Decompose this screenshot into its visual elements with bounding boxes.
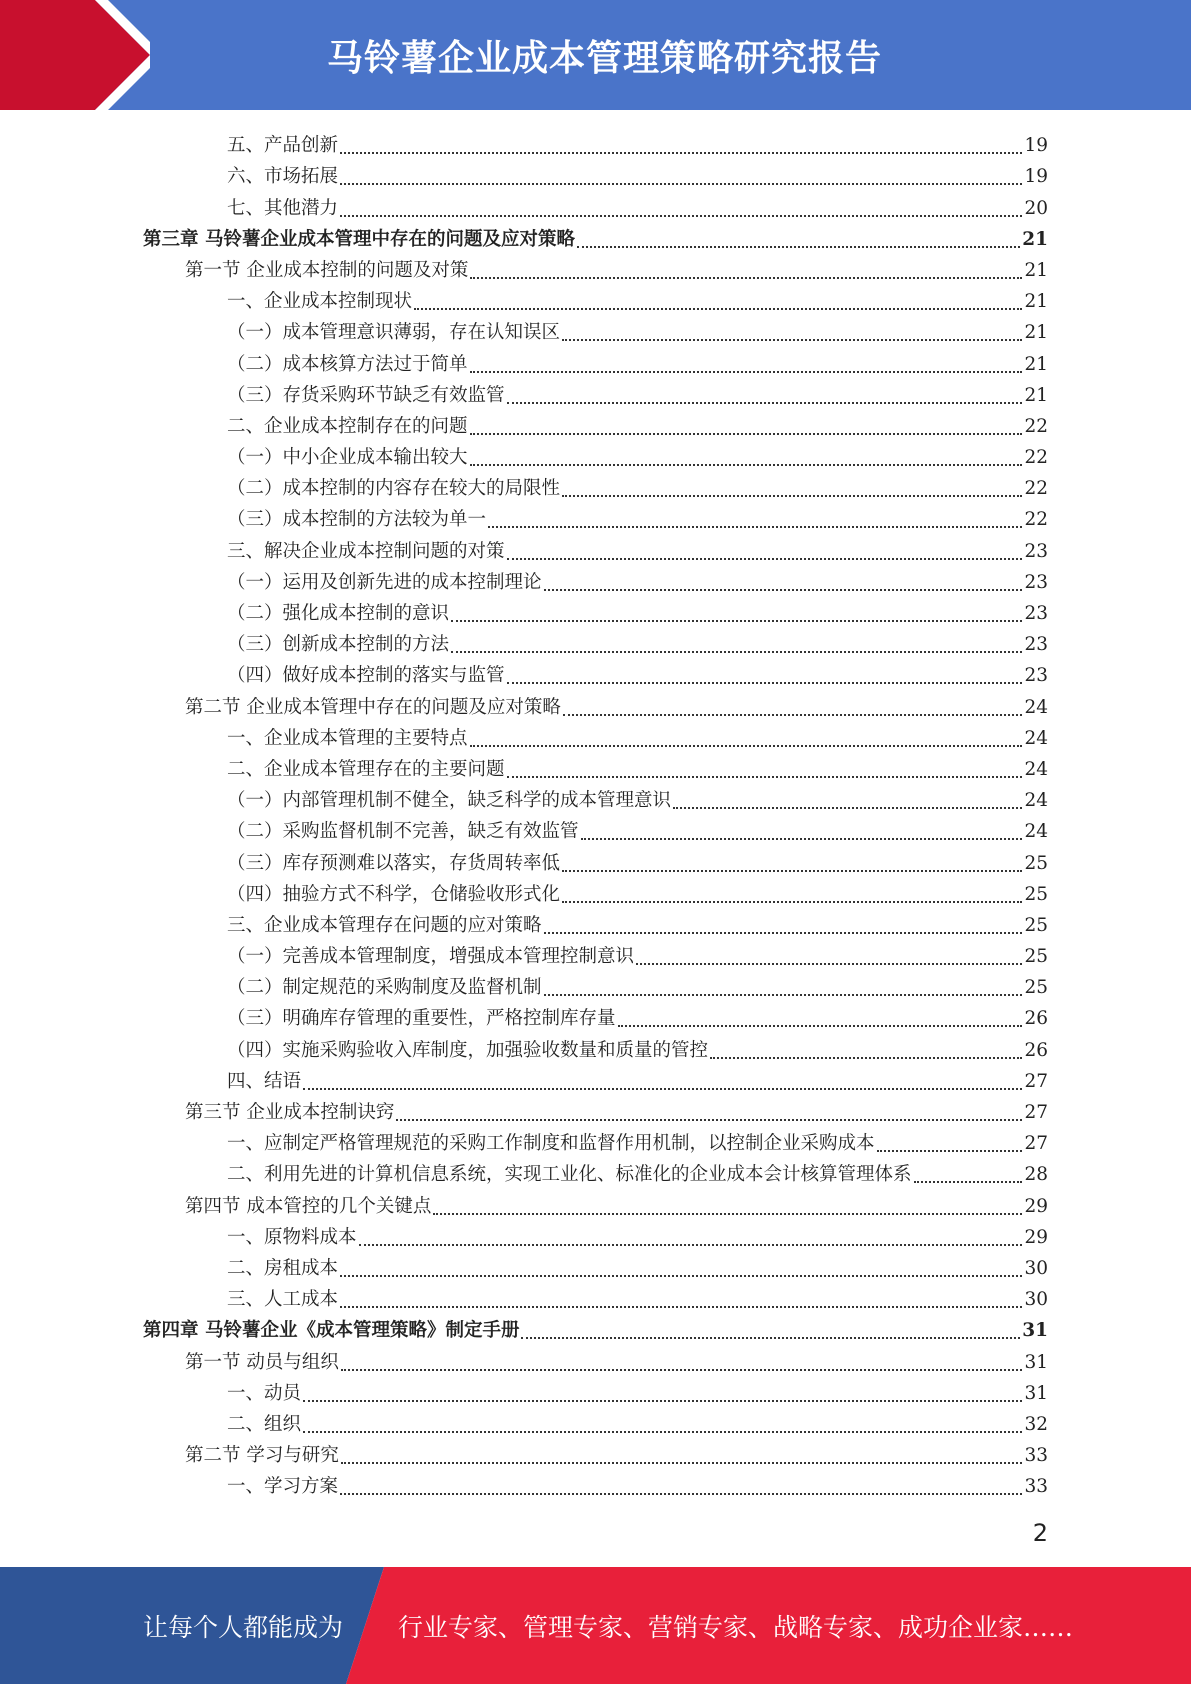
toc-entry[interactable] — [143, 1219, 1048, 1250]
toc-entry-page: 21 — [1024, 259, 1048, 281]
toc-leader-dots — [470, 464, 1023, 466]
toc-entry[interactable] — [143, 314, 1048, 345]
toc-leader-dots — [544, 589, 1023, 591]
toc-entry-title: 五、产品创新 — [227, 135, 339, 157]
toc-leader-dots — [507, 402, 1023, 404]
toc-leader-dots — [877, 1150, 1023, 1152]
toc-entry-title: （三）存货采购环节缺乏有效监管 — [227, 384, 505, 406]
toc-entry[interactable] — [143, 470, 1048, 501]
toc-entry-title: 一、应制定严格管理规范的采购工作制度和监督作用机制，以控制企业采购成本 — [227, 1133, 875, 1155]
toc-entry-title: （四）抽验方式不科学，仓储验收形式化 — [227, 883, 561, 905]
toc-leader-dots — [673, 807, 1022, 809]
toc-entry[interactable] — [143, 158, 1048, 189]
toc-entry-page: 24 — [1024, 758, 1048, 780]
toc-leader-dots — [340, 1275, 1022, 1277]
toc-entry-title: （三）明确库存管理的重要性，严格控制库存量 — [227, 1008, 616, 1030]
toc-entry[interactable] — [143, 751, 1048, 782]
toc-entry-page: 21 — [1024, 291, 1048, 313]
toc-entry-title: （四）做好成本控制的落实与监管 — [227, 665, 505, 687]
toc-entry[interactable] — [143, 532, 1048, 563]
toc-entry-page: 25 — [1024, 852, 1048, 874]
toc-entry-title: 第一节 动员与组织 — [185, 1351, 339, 1373]
toc-entry-title: （二）采购监督机制不完善，缺乏有效监管 — [227, 821, 579, 843]
toc-entry-page: 26 — [1024, 1008, 1048, 1030]
toc-entry-title: 七、其他潜力 — [227, 197, 339, 219]
toc-entry-page: 29 — [1024, 1195, 1048, 1217]
toc-entry-title: 二、企业成本控制存在的问题 — [227, 415, 468, 437]
toc-entry-title: 一、企业成本控制现状 — [227, 291, 413, 313]
toc-leader-dots — [563, 714, 1023, 716]
toc-entry-page: 22 — [1024, 509, 1048, 531]
toc-leader-dots — [562, 339, 1022, 341]
toc-entry-page: 24 — [1024, 821, 1048, 843]
toc-leader-dots — [451, 620, 1022, 622]
toc-leader-dots — [562, 870, 1022, 872]
toc-leader-dots — [341, 1462, 1023, 1464]
toc-entry[interactable] — [143, 408, 1048, 439]
toc-entry-page: 30 — [1024, 1289, 1048, 1311]
toc-entry-page: 23 — [1024, 603, 1048, 624]
toc-leader-dots — [470, 433, 1023, 435]
toc-entry[interactable] — [143, 1187, 1048, 1218]
toc-entry-title: 第三章 马铃薯企业成本管理中存在的问题及应对策略 — [143, 228, 575, 250]
toc-entry-page: 32 — [1024, 1413, 1048, 1435]
toc-leader-dots — [544, 932, 1023, 934]
toc-entry-page: 22 — [1024, 478, 1048, 500]
toc-entry[interactable] — [143, 127, 1048, 158]
toc-leader-dots — [340, 183, 1022, 185]
toc-entry[interactable] — [143, 1000, 1048, 1031]
toc-entry-page: 19 — [1024, 166, 1048, 188]
toc-leader-dots — [521, 1337, 1020, 1339]
toc-entry[interactable] — [143, 439, 1048, 470]
toc-leader-dots — [581, 838, 1023, 840]
toc-entry-page: 22 — [1024, 447, 1048, 469]
toc-leader-dots — [710, 1057, 1022, 1059]
toc-leader-dots — [340, 1493, 1022, 1495]
toc-entry[interactable] — [143, 221, 1048, 252]
toc-entry-page: 24 — [1024, 696, 1048, 718]
toc-entry-page: 25 — [1024, 977, 1048, 999]
toc-entry[interactable] — [143, 1437, 1048, 1468]
toc-entry-title: 第一节 企业成本控制的问题及对策 — [185, 259, 469, 281]
toc-entry-page: 23 — [1024, 571, 1048, 593]
toc-entry-page: 33 — [1024, 1445, 1048, 1467]
toc-leader-dots — [433, 1213, 1022, 1215]
toc-leader-dots — [396, 1119, 1022, 1121]
toc-leader-dots — [303, 1088, 1022, 1090]
toc-entry-page: 27 — [1024, 1070, 1048, 1092]
toc-entry-title: （一）完善成本管理制度，增强成本管理控制意识 — [227, 946, 635, 968]
toc-entry-title: （三）创新成本控制的方法 — [227, 634, 450, 656]
toc-entry-title: （一）中小企业成本输出较大 — [227, 447, 468, 469]
toc-entry-page: 27 — [1024, 1133, 1048, 1155]
toc-entry[interactable] — [143, 813, 1048, 844]
toc-leader-dots — [470, 371, 1023, 373]
page-title: 马铃薯企业成本管理策略研究报告 — [326, 37, 882, 79]
toc-entry[interactable] — [143, 1468, 1048, 1499]
toc-entry[interactable] — [143, 1343, 1048, 1374]
toc-entry-title: （一）成本管理意识薄弱，存在认知误区 — [227, 322, 561, 344]
toc-entry-title: 一、动员 — [227, 1382, 302, 1404]
toc-entry[interactable] — [143, 1031, 1048, 1062]
toc-entry-page: 21 — [1024, 322, 1048, 344]
toc-entry-page: 30 — [1024, 1257, 1048, 1279]
toc-entry-title: 三、人工成本 — [227, 1289, 339, 1311]
toc-entry[interactable] — [143, 345, 1048, 376]
toc-entry[interactable] — [143, 1250, 1048, 1281]
toc-entry-title: 四、结语 — [227, 1070, 302, 1092]
toc-entry-title: （二）强化成本控制的意识 — [227, 603, 450, 624]
toc-leader-dots — [359, 1244, 1023, 1246]
footer-slogan-left: 让每个人都能成为 — [143, 1612, 344, 1642]
table-of-contents — [143, 127, 1048, 1499]
toc-entry-title: 一、原物料成本 — [227, 1226, 357, 1248]
toc-entry-title: （三）库存预测难以落实，存货周转率低 — [227, 852, 561, 874]
toc-leader-dots — [303, 1431, 1022, 1433]
toc-entry-title: 第四章 马铃薯企业《成本管理策略》制定手册 — [143, 1320, 520, 1342]
toc-entry-page: 25 — [1024, 883, 1048, 905]
toc-entry[interactable] — [143, 907, 1048, 938]
toc-entry-page: 26 — [1024, 1039, 1048, 1061]
toc-entry-page: 25 — [1024, 946, 1048, 968]
toc-leader-dots — [562, 495, 1022, 497]
toc-entry[interactable] — [143, 1312, 1048, 1343]
toc-entry[interactable] — [143, 720, 1048, 751]
toc-entry-title: 二、房租成本 — [227, 1257, 339, 1279]
toc-entry-title: （二）成本控制的内容存在较大的局限性 — [227, 478, 561, 500]
page-number: 2 — [1032, 1519, 1048, 1547]
toc-entry-title: 六、市场拓展 — [227, 166, 339, 188]
toc-entry[interactable] — [143, 782, 1048, 813]
toc-entry-page: 21 — [1022, 228, 1048, 250]
toc-entry-page: 22 — [1024, 415, 1048, 437]
toc-entry-title: （三）成本控制的方法较为单一 — [227, 509, 487, 531]
toc-leader-dots — [303, 1400, 1022, 1402]
header-banner — [0, 0, 1191, 110]
toc-leader-dots — [507, 776, 1023, 778]
toc-leader-dots — [507, 682, 1023, 684]
toc-entry[interactable] — [143, 189, 1048, 220]
toc-entry[interactable] — [143, 1375, 1048, 1406]
toc-entry-page: 31 — [1024, 1382, 1048, 1404]
toc-entry-page: 21 — [1024, 384, 1048, 406]
toc-entry-title: 三、企业成本管理存在问题的应对策略 — [227, 914, 542, 936]
toc-entry-title: 第二节 学习与研究 — [185, 1445, 339, 1467]
toc-leader-dots — [470, 277, 1022, 279]
toc-entry-page: 25 — [1024, 914, 1048, 936]
toc-leader-dots — [544, 994, 1023, 996]
toc-entry[interactable] — [143, 626, 1048, 657]
footer-banner — [0, 1567, 1191, 1684]
toc-entry-title: 第四节 成本管控的几个关键点 — [185, 1195, 432, 1217]
toc-leader-dots — [470, 745, 1023, 747]
toc-leader-dots — [562, 901, 1022, 903]
toc-leader-dots — [488, 526, 1022, 528]
toc-entry-page: 33 — [1024, 1476, 1048, 1498]
toc-entry-page: 24 — [1024, 790, 1048, 812]
footer-slogan-right: 行业专家、管理专家、营销专家、战略专家、成功企业家…… — [398, 1612, 1074, 1642]
toc-entry-page: 23 — [1024, 634, 1048, 656]
toc-entry[interactable] — [143, 876, 1048, 907]
toc-entry[interactable] — [143, 1156, 1048, 1187]
toc-entry[interactable] — [143, 1094, 1048, 1125]
toc-entry-title: 第三节 企业成本控制诀窍 — [185, 1102, 395, 1123]
toc-leader-dots — [636, 963, 1022, 965]
toc-entry[interactable] — [143, 252, 1048, 283]
toc-entry-title: （一）运用及创新先进的成本控制理论 — [227, 571, 542, 593]
toc-leader-dots — [340, 152, 1022, 154]
toc-entry-page: 20 — [1024, 197, 1048, 219]
toc-entry-page: 31 — [1024, 1351, 1048, 1373]
toc-entry-title: 二、组织 — [227, 1413, 302, 1435]
toc-entry-title: 二、利用先进的计算机信息系统，实现工业化、标准化的企业成本会计核算管理体系 — [227, 1164, 912, 1186]
toc-entry[interactable] — [143, 1063, 1048, 1094]
toc-entry-title: 一、学习方案 — [227, 1476, 339, 1498]
toc-entry-title: （一）内部管理机制不健全，缺乏科学的成本管理意识 — [227, 790, 672, 812]
toc-entry-page: 24 — [1024, 727, 1048, 749]
toc-leader-dots — [914, 1181, 1023, 1183]
toc-leader-dots — [577, 246, 1020, 248]
toc-entry-title: 二、企业成本管理存在的主要问题 — [227, 758, 505, 780]
toc-entry[interactable] — [143, 938, 1048, 969]
toc-entry[interactable] — [143, 595, 1048, 626]
toc-entry-page: 21 — [1024, 353, 1048, 375]
toc-entry[interactable] — [143, 564, 1048, 595]
toc-leader-dots — [618, 1025, 1023, 1027]
toc-entry-page: 29 — [1024, 1226, 1048, 1248]
toc-entry-page: 27 — [1024, 1102, 1048, 1123]
toc-leader-dots — [341, 1369, 1023, 1371]
toc-leader-dots — [340, 1306, 1022, 1308]
toc-entry-title: 第二节 企业成本管理中存在的问题及应对策略 — [185, 696, 561, 718]
toc-entry[interactable] — [143, 969, 1048, 1000]
toc-entry-title: 三、解决企业成本控制问题的对策 — [227, 540, 505, 562]
toc-entry-title: （四）实施采购验收入库制度，加强验收数量和质量的管控 — [227, 1039, 709, 1061]
toc-entry-page: 19 — [1024, 135, 1048, 157]
toc-entry-page: 23 — [1024, 540, 1048, 562]
toc-entry[interactable] — [143, 501, 1048, 532]
toc-entry-title: （二）成本核算方法过于简单 — [227, 353, 468, 375]
toc-entry[interactable] — [143, 657, 1048, 688]
toc-entry-title: （二）制定规范的采购制度及监督机制 — [227, 977, 542, 999]
toc-entry-title: 一、企业成本管理的主要特点 — [227, 727, 468, 749]
toc-entry-page: 23 — [1024, 665, 1048, 687]
toc-entry[interactable] — [143, 377, 1048, 408]
toc-entry[interactable] — [143, 1281, 1048, 1312]
toc-leader-dots — [414, 308, 1022, 310]
toc-leader-dots — [340, 215, 1022, 217]
toc-entry[interactable] — [143, 688, 1048, 719]
toc-entry-page: 31 — [1022, 1320, 1048, 1342]
toc-entry[interactable] — [143, 1406, 1048, 1437]
toc-entry[interactable] — [143, 844, 1048, 875]
toc-entry[interactable] — [143, 1125, 1048, 1156]
toc-entry[interactable] — [143, 283, 1048, 314]
toc-entry-page: 28 — [1024, 1164, 1048, 1186]
toc-leader-dots — [507, 558, 1023, 560]
toc-leader-dots — [451, 651, 1022, 653]
